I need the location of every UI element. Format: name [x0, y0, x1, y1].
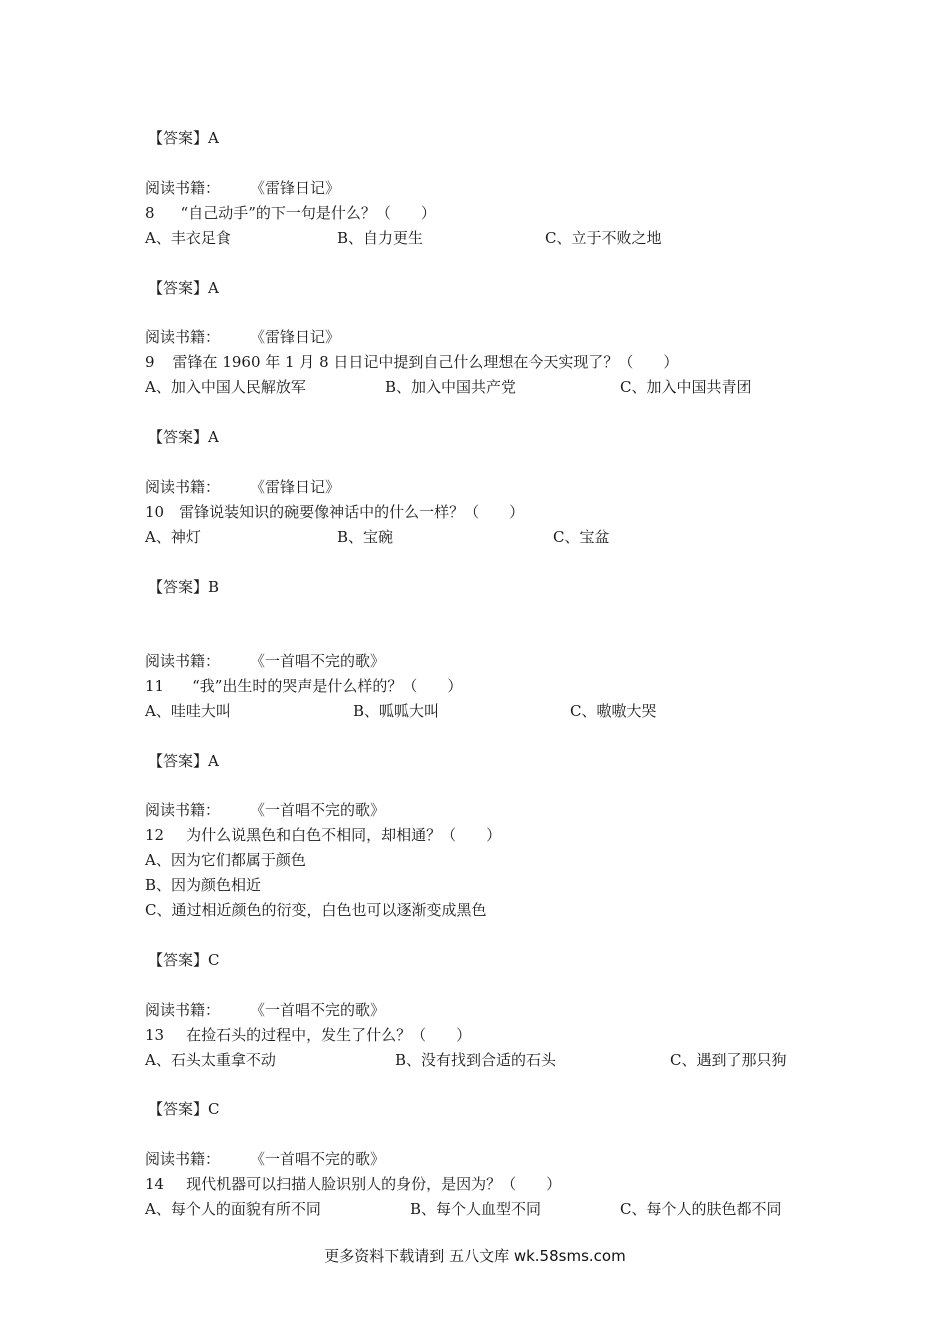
book-label: 阅读书籍：: [145, 328, 221, 346]
question-number: 14: [145, 1175, 165, 1193]
question-text: 为什么说黑色和白色不相同，却相通？（ ）: [186, 826, 502, 844]
book-title: 《一首唱不完的歌》: [250, 801, 386, 819]
book-title: 《一首唱不完的歌》: [250, 1150, 386, 1168]
question-line: [145, 203, 436, 223]
option-c: C、嗷嗷大哭: [570, 702, 657, 720]
answer-line: 【答案】C: [148, 1100, 220, 1118]
question-number: 11: [145, 677, 165, 695]
answer-line: 【答案】A: [148, 279, 219, 297]
answer-line: 【答案】A: [148, 129, 219, 147]
question-line: [145, 1025, 471, 1045]
book-title: 《一首唱不完的歌》: [250, 1001, 386, 1019]
question-number: 8: [145, 204, 155, 222]
book-label: 阅读书籍：: [145, 478, 221, 496]
option-c: C、遇到了那只狗: [670, 1051, 787, 1069]
answer-line: 【答案】B: [148, 578, 220, 596]
book-line: [145, 1000, 385, 1020]
question-number: 9: [145, 353, 155, 371]
question-number: 10: [145, 503, 165, 521]
option-a: A、丰衣足食: [145, 229, 231, 247]
option-c: C、立于不败之地: [545, 229, 662, 247]
book-label: 阅读书籍：: [145, 179, 221, 197]
question-line: [145, 825, 501, 845]
option-b: B、因为颜色相近: [145, 876, 262, 894]
answer-line: 【答案】C: [148, 951, 220, 969]
option-b: B、自力更生: [337, 229, 424, 247]
book-line: [145, 477, 340, 497]
book-line: [145, 800, 385, 820]
question-text: 在捡石头的过程中，发生了什么？（ ）: [186, 1026, 472, 1044]
book-title: 《一首唱不完的歌》: [250, 652, 386, 670]
book-line: [145, 1149, 385, 1169]
option-b: B、没有找到合适的石头: [395, 1051, 557, 1069]
question-number: 13: [145, 1026, 165, 1044]
option-b: B、每个人血型不同: [410, 1200, 542, 1218]
question-text: 现代机器可以扫描人脸识别人的身份，是因为？（ ）: [186, 1175, 562, 1193]
book-line: [145, 651, 385, 671]
option-c: C、宝盆: [553, 528, 610, 546]
answer-line: 【答案】A: [148, 428, 219, 446]
book-title: 《雷锋日记》: [250, 179, 341, 197]
book-line: [145, 178, 340, 198]
option-a: A、神灯: [145, 528, 201, 546]
option-b: B、宝碗: [337, 528, 394, 546]
book-label: 阅读书籍：: [145, 1001, 221, 1019]
question-text: 雷锋在 1960 年 1 月 8 日日记中提到自己什么理想在今天实现了？（ ）: [172, 353, 679, 371]
option-a: A、每个人的面貌有所不同: [145, 1200, 321, 1218]
question-line: [145, 676, 462, 696]
question-text: 雷锋说装知识的碗要像神话中的什么一样？（ ）: [179, 503, 525, 521]
question-text: “我”出生时的哭声是什么样的？（ ）: [192, 677, 463, 695]
option-b: B、加入中国共产党: [385, 378, 517, 396]
book-line: [145, 327, 340, 347]
answer-line: 【答案】A: [148, 752, 219, 770]
book-label: 阅读书籍：: [145, 1150, 221, 1168]
question-line: [145, 502, 524, 522]
option-c: C、每个人的肤色都不同: [620, 1200, 782, 1218]
question-text: “自己动手”的下一句是什么？（ ）: [180, 204, 436, 222]
footer-link-text: 更多资料下载请到 五八文库 wk.58sms.com: [324, 1247, 626, 1265]
book-title: 《雷锋日记》: [250, 328, 341, 346]
option-c: C、加入中国共青团: [620, 378, 752, 396]
option-a: A、石头太重拿不动: [145, 1051, 276, 1069]
option-b: B、呱呱大叫: [353, 702, 440, 720]
question-number: 12: [145, 826, 165, 844]
question-line: [145, 1174, 561, 1194]
book-label: 阅读书籍：: [145, 801, 221, 819]
option-a: A、哇哇大叫: [145, 702, 231, 720]
book-label: 阅读书籍：: [145, 652, 221, 670]
option-c: C、通过相近颜色的衍变，白色也可以逐渐变成黑色: [145, 901, 487, 919]
book-title: 《雷锋日记》: [250, 478, 341, 496]
option-a: A、加入中国人民解放军: [145, 378, 306, 396]
option-a: A、因为它们都属于颜色: [145, 851, 306, 869]
question-line: [145, 352, 678, 372]
